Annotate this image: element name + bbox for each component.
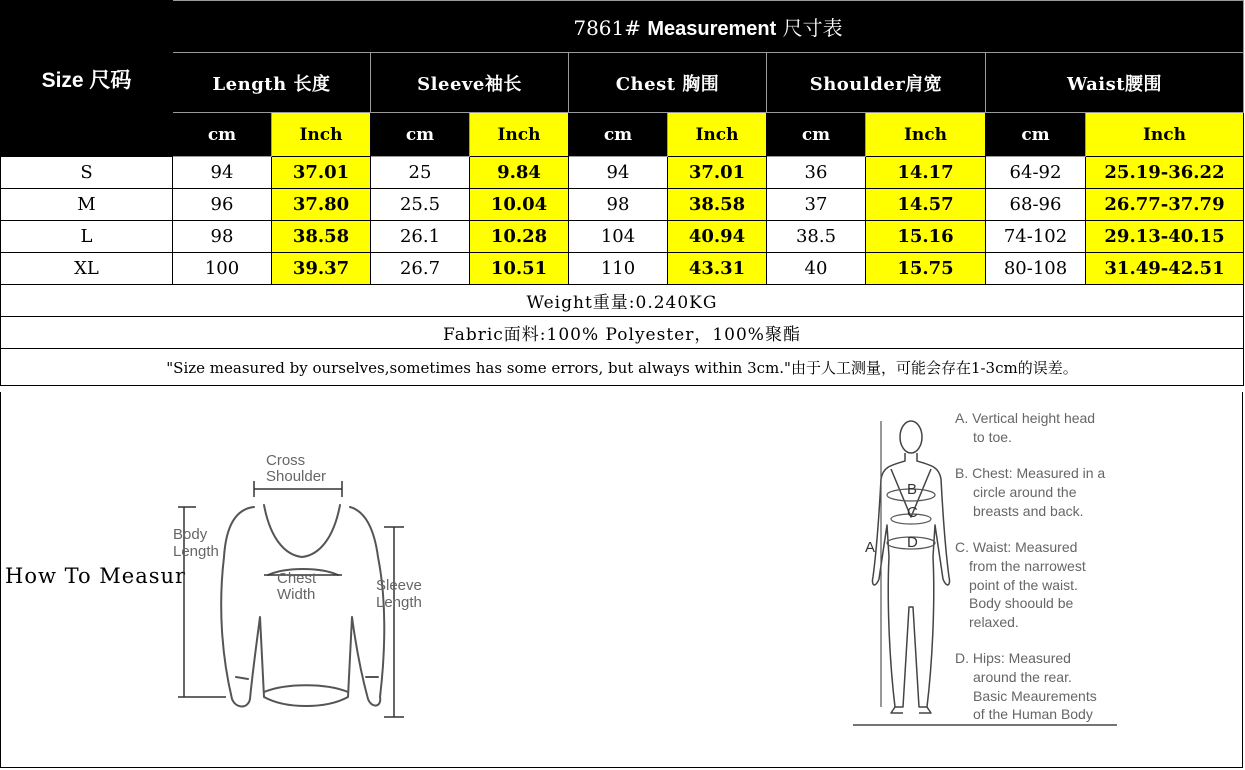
cross-shoulder-label-2: Shoulder — [266, 468, 327, 485]
length-cm: 94 — [173, 157, 272, 189]
shoulder-cm: 36 — [767, 157, 866, 189]
note-c-4: Body shoould be — [969, 595, 1074, 611]
chest-cm: 110 — [569, 253, 668, 285]
unit-cm: cm — [767, 113, 866, 157]
size-label: M — [1, 189, 173, 221]
chest-width-label-1: Chest — [277, 570, 317, 587]
sleeve-cm: 26.7 — [371, 253, 470, 285]
note-b-1: B. Chest: Measured in a — [955, 465, 1106, 481]
sleeve-inch: 10.51 — [470, 253, 569, 285]
note-a-2: to toe. — [973, 429, 1012, 445]
unit-inch: Inch — [1086, 113, 1244, 157]
unit-inch: Inch — [272, 113, 371, 157]
title-suffix: 尺寸表 — [782, 16, 843, 40]
size-label: L — [1, 221, 173, 253]
length-inch: 38.58 — [272, 221, 371, 253]
waist-inch: 29.13-40.15 — [1086, 221, 1244, 253]
body-length-label-1: Body — [173, 526, 208, 543]
waist-cm: 80-108 — [986, 253, 1086, 285]
sleeve-length-label-2: Length — [376, 594, 422, 611]
unit-cm: cm — [371, 113, 470, 157]
waist-cm: 64-92 — [986, 157, 1086, 189]
how-to-measure-section — [0, 392, 1243, 768]
length-inch: 37.01 — [272, 157, 371, 189]
letter-b: B — [907, 481, 918, 498]
length-inch: 37.80 — [272, 189, 371, 221]
shoulder-inch: 15.16 — [866, 221, 986, 253]
group-sleeve: Sleeve袖长 — [371, 53, 569, 113]
chest-cm: 98 — [569, 189, 668, 221]
unit-inch: Inch — [470, 113, 569, 157]
title-prefix: 7861# — [573, 16, 641, 40]
sleeve-inch: 10.04 — [470, 189, 569, 221]
chest-inch: 37.01 — [668, 157, 767, 189]
sleeve-cm: 25 — [371, 157, 470, 189]
length-cm: 100 — [173, 253, 272, 285]
table-row — [1, 157, 1244, 189]
table-row — [1, 253, 1244, 285]
shoulder-cm: 38.5 — [767, 221, 866, 253]
length-cm: 98 — [173, 221, 272, 253]
chest-cm: 104 — [569, 221, 668, 253]
shirt-diagram — [166, 447, 436, 747]
chest-inch: 43.31 — [668, 253, 767, 285]
note-a-1: A. Vertical height head — [955, 410, 1096, 426]
letter-a: A — [865, 539, 876, 556]
chest-inch: 40.94 — [668, 221, 767, 253]
shoulder-inch: 14.17 — [866, 157, 986, 189]
weight-info: Weight重量:0.240KG — [1, 285, 1244, 317]
unit-cm: cm — [986, 113, 1086, 157]
sleeve-inch: 10.28 — [470, 221, 569, 253]
sleeve-length-label-1: Sleeve — [376, 577, 422, 594]
shoulder-inch: 15.75 — [866, 253, 986, 285]
note-c-3: point of the waist. — [969, 577, 1078, 593]
note-d-4: of the Human Body — [973, 706, 1093, 722]
waist-inch: 31.49-42.51 — [1086, 253, 1244, 285]
group-waist: Waist腰围 — [986, 53, 1244, 113]
note-b-3: breasts and back. — [973, 503, 1084, 519]
unit-cm: cm — [173, 113, 272, 157]
sleeve-inch: 9.84 — [470, 157, 569, 189]
length-inch: 39.37 — [272, 253, 371, 285]
body-outline — [872, 421, 949, 713]
shirt-outline — [221, 505, 384, 707]
note-d-1: D. Hips: Measured — [955, 650, 1071, 666]
waist-inch: 25.19-36.22 — [1086, 157, 1244, 189]
letter-d: D — [907, 534, 918, 551]
group-length: Length 长度 — [173, 53, 371, 113]
note-d-2: around the rear. — [973, 669, 1072, 685]
how-to-measure-label: How To Measur — [5, 564, 187, 588]
letter-c: C — [907, 504, 918, 521]
fabric-info: Fabric面料:100% Polyester，100%聚酯 — [1, 317, 1244, 349]
chart-title — [173, 1, 1244, 53]
sleeve-cm: 26.1 — [371, 221, 470, 253]
cross-shoulder-label-1: Cross — [266, 452, 306, 469]
size-header: Size 尺码 — [1, 1, 173, 157]
shoulder-cm: 40 — [767, 253, 866, 285]
unit-inch: Inch — [866, 113, 986, 157]
waist-inch: 26.77-37.79 — [1086, 189, 1244, 221]
body-notes — [955, 410, 1105, 722]
body-length-label-2: Length — [173, 543, 219, 560]
shoulder-inch: 14.57 — [866, 189, 986, 221]
note-c-1: C. Waist: Measured — [955, 539, 1078, 555]
chest-cm: 94 — [569, 157, 668, 189]
table-row — [1, 221, 1244, 253]
body-diagram — [851, 407, 1245, 747]
size-label: XL — [1, 253, 173, 285]
note-d-3: Basic Meaurements — [973, 688, 1097, 704]
waist-cm: 74-102 — [986, 221, 1086, 253]
measurement-note: "Size measured by ourselves,sometimes has some errors, but always within 3cm."由于人工测量，可能会存在1-3cm的误差。 — [1, 349, 1244, 386]
size-label: S — [1, 157, 173, 189]
group-chest: Chest 胸围 — [569, 53, 767, 113]
chest-width-label-2: Width — [277, 586, 316, 603]
note-c-2: from the narrowest — [969, 558, 1086, 574]
length-cm: 96 — [173, 189, 272, 221]
unit-cm: cm — [569, 113, 668, 157]
note-c-5: relaxed. — [969, 614, 1019, 630]
shoulder-cm: 37 — [767, 189, 866, 221]
title-bold: Measurement — [647, 18, 777, 40]
table-row — [1, 189, 1244, 221]
waist-cm: 68-96 — [986, 189, 1086, 221]
group-shoulder: Shoulder肩宽 — [767, 53, 986, 113]
chest-inch: 38.58 — [668, 189, 767, 221]
note-b-2: circle around the — [973, 484, 1077, 500]
unit-inch: Inch — [668, 113, 767, 157]
sleeve-cm: 25.5 — [371, 189, 470, 221]
